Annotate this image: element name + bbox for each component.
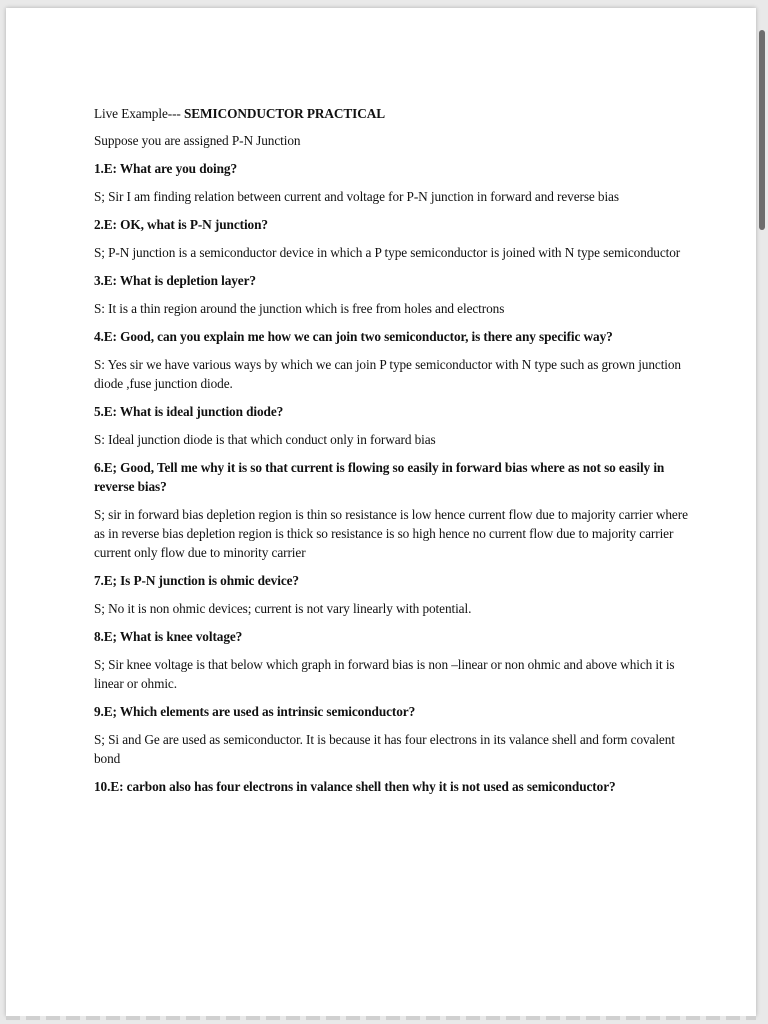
answer-7: S; No it is non ohmic devices; current is not vary linearly with potential. [94,601,472,616]
question-3: 3.E: What is depletion layer? [94,273,256,288]
question-2: 2.E: OK, what is P-N junction? [94,217,268,232]
question-10: 10.E: carbon also has four electrons in valance shell then why it is not used as semiconductor? [94,779,616,794]
question-9: 9.E; Which elements are used as intrinsic semiconductor? [94,704,416,719]
answer-4: S: Yes sir we have various ways by which we can join P type semiconductor with N type such as grown junction diode ,fuse junction diode. [94,357,681,391]
answer-2: S; P-N junction is a semiconductor device in which a P type semiconductor is joined with N type semiconductor [94,245,681,260]
next-page-edge [6,1016,756,1020]
question-4: 4.E: Good, can you explain me how we can join two semiconductor, is there any specific way? [94,329,613,344]
answer-8: S; Sir knee voltage is that below which graph in forward bias is non –linear or non ohmic and above which it is linear or ohmic. [94,657,675,691]
answer-6: S; sir in forward bias depletion region is thin so resistance is low hence current flow due to majority carrier where as in reverse bias depletion region is thick so resistance is so high hence no current flow due to majority carrier current only flow due to minority carrier [94,507,688,560]
title-main: SEMICONDUCTOR PRACTICAL [183,106,385,121]
page-content [94,104,689,805]
answer-3: S: It is a thin region around the junction which is free from holes and electrons [94,301,505,316]
document-page [6,8,756,1016]
answer-1: S; Sir I am finding relation between current and voltage for P-N junction in forward and reverse bias [94,189,619,204]
document-title [94,104,689,123]
question-5: 5.E: What is ideal junction diode? [94,404,284,419]
scrollbar-thumb[interactable] [759,30,765,230]
question-6: 6.E; Good, Tell me why it is so that current is flowing so easily in forward bias where as not so easily in reverse bias? [94,460,665,494]
answer-9: S; Si and Ge are used as semiconductor. It is because it has four electrons in its valance shell and form covalent bond [94,732,675,766]
answer-5: S: Ideal junction diode is that which conduct only in forward bias [94,432,436,447]
intro-text: Suppose you are assigned P-N Junction [94,133,301,148]
question-1: 1.E: What are you doing? [94,161,238,176]
title-prefix: Live Example--- [94,106,181,121]
question-7: 7.E; Is P-N junction is ohmic device? [94,573,299,588]
question-8: 8.E; What is knee voltage? [94,629,243,644]
